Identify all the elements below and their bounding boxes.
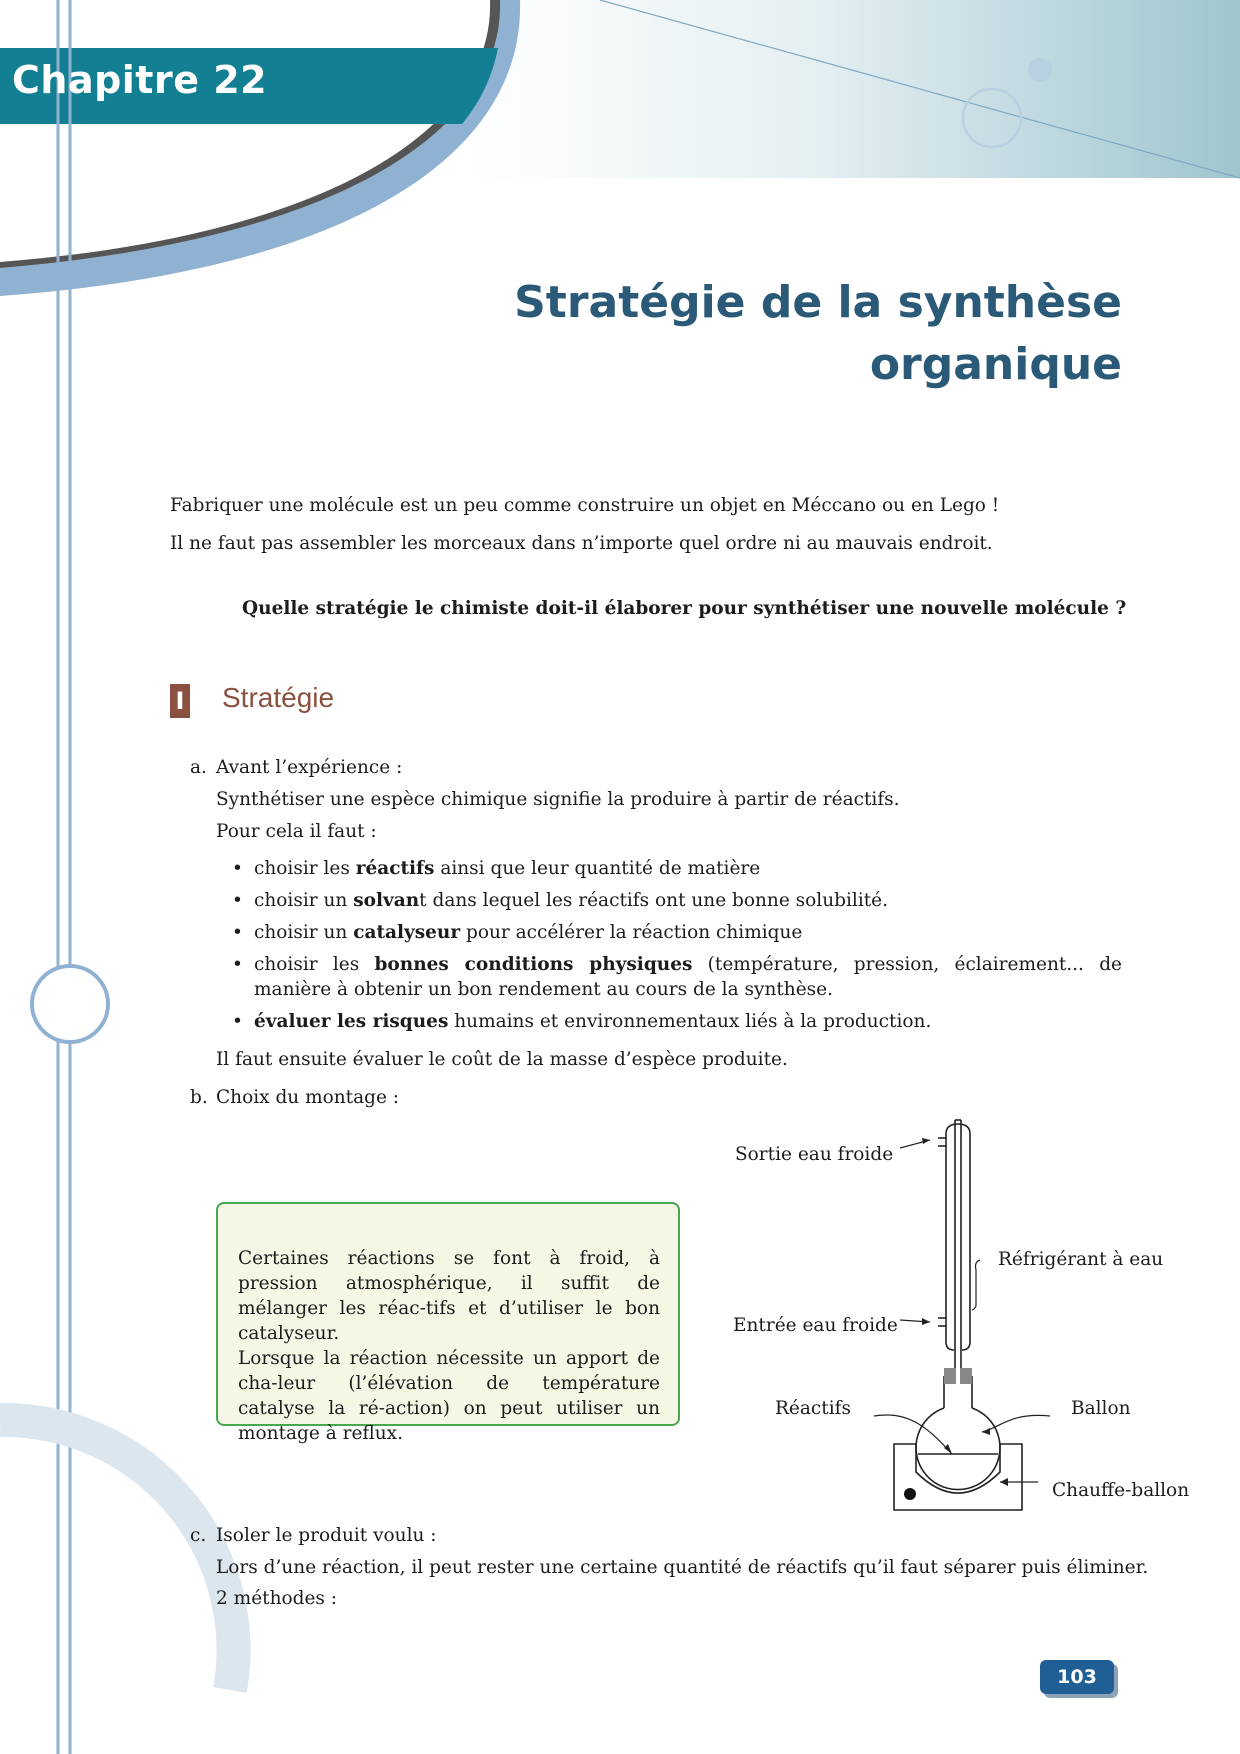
page-title-line2: organique — [869, 339, 1122, 390]
label-reactifs: Réactifs — [775, 1398, 851, 1419]
label-entree-eau-froide: Entrée eau froide — [733, 1315, 898, 1336]
info-box-paragraph: Lorsque la réaction nécessite un apport de cha-leur (l’élévation de température catalyse la ré-action) on peut utiliser un montage à reflux. — [238, 1348, 660, 1444]
part-b-heading: Choix du montage : — [216, 1087, 400, 1108]
list-item: • évaluer les risques humains et environnementaux liés à la production. — [232, 1011, 932, 1032]
list-item: • choisir les réactifs ainsi que leur quantité de matière — [232, 858, 761, 879]
reflux-info-box — [216, 1202, 680, 1444]
part-a-marker: a. — [190, 757, 207, 778]
part-b-marker: b. — [190, 1087, 208, 1108]
chapter-label: Chapitre 22 — [12, 58, 268, 102]
intro-line2: Il ne faut pas assembler les morceaux dans n’importe quel ordre ni au mauvais endroit. — [170, 533, 993, 554]
section-number: I — [170, 684, 190, 718]
part-a-heading: Avant l’expérience : — [216, 757, 403, 778]
list-item: • choisir un solvant dans lequel les réactifs ont une bonne solubilité. — [232, 890, 888, 911]
bullet-icon: • — [232, 890, 243, 911]
list-item: • choisir les bonnes conditions physiques (température, pression, éclairement... de manière à obtenir un bon rendement au cours de la synthèse. — [232, 954, 1122, 1000]
page-title-line1: Stratégie de la synthèse — [514, 277, 1122, 328]
page-title — [362, 272, 1122, 396]
part-c-line2: 2 méthodes : — [216, 1588, 338, 1609]
part-c-marker: c. — [190, 1525, 207, 1546]
list-item: • choisir un catalyseur pour accélérer la réaction chimique — [232, 922, 803, 943]
part-c-heading: Isoler le produit voulu : — [216, 1525, 437, 1546]
bullet-icon: • — [232, 858, 243, 879]
requirements-list — [232, 856, 1122, 1041]
part-a-line1: Synthétiser une espèce chimique signifie la produire à partir de réactifs. — [216, 789, 900, 810]
bullet-icon: • — [232, 1011, 243, 1032]
part-a-line2: Pour cela il faut : — [216, 821, 377, 842]
part-a-closing: Il faut ensuite évaluer le coût de la masse d’espèce produite. — [216, 1049, 788, 1070]
intro-question: Quelle stratégie le chimiste doit-il élaborer pour synthétiser une nouvelle molécule ? — [242, 598, 1127, 619]
label-sortie-eau-froide: Sortie eau froide — [735, 1144, 894, 1165]
info-box-paragraph: Certaines réactions se font à froid, à pression atmosphérique, il suffit de mélanger les réac-tifs et d’utiliser le bon catalyseur. — [238, 1248, 660, 1344]
label-chauffe-ballon: Chauffe-ballon — [1052, 1480, 1190, 1501]
label-ballon: Ballon — [1071, 1398, 1131, 1419]
page-number: 103 — [1040, 1660, 1114, 1694]
section-title: Stratégie — [222, 682, 335, 713]
bullet-icon: • — [232, 922, 243, 943]
bullet-icon: • — [232, 954, 243, 975]
label-refrigerant: Réfrigérant à eau — [998, 1249, 1164, 1270]
intro-line1: Fabriquer une molécule est un peu comme construire un objet en Méccano ou en Lego ! — [170, 495, 1000, 516]
part-c-line1: Lors d’une réaction, il peut rester une certaine quantité de réactifs qu’il faut séparer puis éliminer. — [216, 1557, 1149, 1578]
